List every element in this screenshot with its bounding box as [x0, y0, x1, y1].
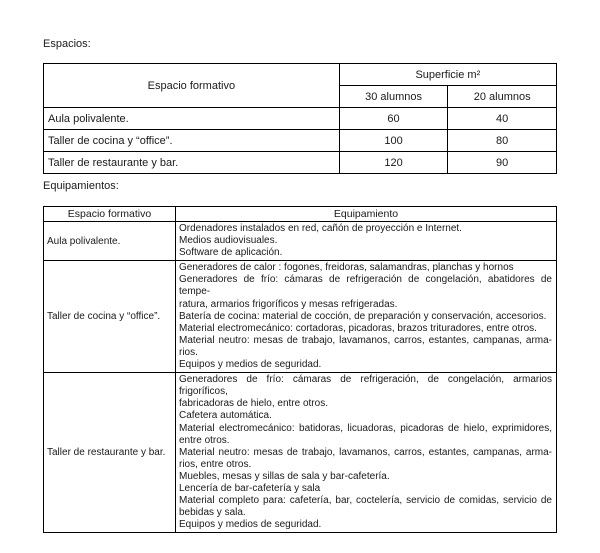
row-value-20: 90 — [448, 152, 557, 174]
row-space-name: Taller de cocina y “office”. — [44, 130, 340, 152]
equipment-line: entre otros. — [179, 434, 230, 446]
equipment-cell — [176, 222, 557, 261]
table-header-row — [44, 64, 557, 86]
equipment-line: Generadores de frío: cámaras de refrigeración de congelación, abatidores de tempe- — [179, 274, 552, 298]
equipment-line: Generadores de calor : fogones, freidoras, salamandras, planchas y hornos — [179, 262, 514, 274]
equipamientos-table — [43, 206, 557, 533]
table-row — [44, 108, 557, 130]
equipment-line: Material neutro: mesas de trabajo, lavamanos, carros, estantes, campanas, arma- — [179, 446, 552, 458]
header-espacio-formativo: Espacio formativo — [44, 207, 176, 222]
header-superficie: Superficie m² — [339, 64, 556, 86]
equipment-line: Batería de cocina: material de cocción, de preparación y conservación, accesorios. — [179, 310, 547, 322]
equipment-line: Muebles, mesas y sillas de sala y bar-cafetería. — [179, 470, 390, 482]
table-row — [44, 261, 557, 373]
espacios-table — [43, 63, 557, 174]
row-value-30: 100 — [339, 130, 448, 152]
equipment-line: Ordenadores instalados en red, cañón de proyección e Internet. — [179, 223, 462, 234]
table-row — [44, 130, 557, 152]
header-20-alumnos: 20 alumnos — [448, 86, 557, 108]
header-equipamiento: Equipamiento — [176, 207, 557, 222]
row-space-name: Taller de restaurante y bar. — [44, 152, 340, 174]
table-row — [44, 152, 557, 174]
equipment-line: Material neutro: mesas de trabajo, lavamanos, carros, estantes, campanas, arma- — [179, 334, 552, 346]
equipment-line: Software de aplicación. — [179, 247, 283, 259]
equipment-line: Material electromecánico: batidoras, licuadoras, picadoras de hielo, exprimidores, — [179, 422, 552, 434]
equipment-cell — [176, 373, 557, 533]
row-value-20: 40 — [448, 108, 557, 130]
equipment-line: Lencería de bar-cafetería y sala — [179, 482, 321, 494]
equipment-line: bebidas y sala. — [179, 507, 246, 519]
equipment-line: fabricadoras de hielo, entre otros. — [179, 398, 328, 410]
equipment-line: Medios audiovisuales. — [179, 235, 278, 247]
header-espacio-formativo: Espacio formativo — [44, 64, 340, 108]
row-space-name: Taller de cocina y “office”. — [44, 261, 176, 373]
equipment-line: rios, entre otros. — [179, 458, 252, 470]
equipment-line: Cafetera automática. — [179, 410, 272, 422]
equipment-line: Equipos y medios de seguridad. — [179, 519, 322, 531]
equipment-line: ratura, armarios frigoríficos y mesas refrigeradas. — [179, 298, 398, 310]
row-space-name: Aula polivalente. — [44, 222, 176, 261]
row-space-name: Aula polivalente. — [44, 108, 340, 130]
equipment-cell — [176, 261, 557, 373]
row-value-20: 80 — [448, 130, 557, 152]
row-space-name: Taller de restaurante y bar. — [44, 373, 176, 533]
header-30-alumnos: 30 alumnos — [339, 86, 448, 108]
table-row — [44, 373, 557, 533]
equipment-line: rios. — [179, 346, 198, 358]
row-value-30: 60 — [339, 108, 448, 130]
row-value-30: 120 — [339, 152, 448, 174]
equipment-line: Material completo para: cafetería, bar, coctelería, servicio de comidas, servicio de — [179, 495, 552, 507]
equipment-line: Equipos y medios de seguridad. — [179, 359, 322, 371]
equipment-line: Generadores de frío: cámaras de refrigeración, de congelación, armarios frigoríficos, — [179, 374, 552, 398]
equipamientos-title: Equipamientos: — [43, 180, 119, 192]
espacios-title: Espacios: — [43, 38, 91, 50]
table-row — [44, 222, 557, 261]
equipment-line: Material electromecánico: cortadoras, picadoras, brazos trituradores, entre otros. — [179, 322, 537, 334]
table-header-row — [44, 207, 557, 222]
